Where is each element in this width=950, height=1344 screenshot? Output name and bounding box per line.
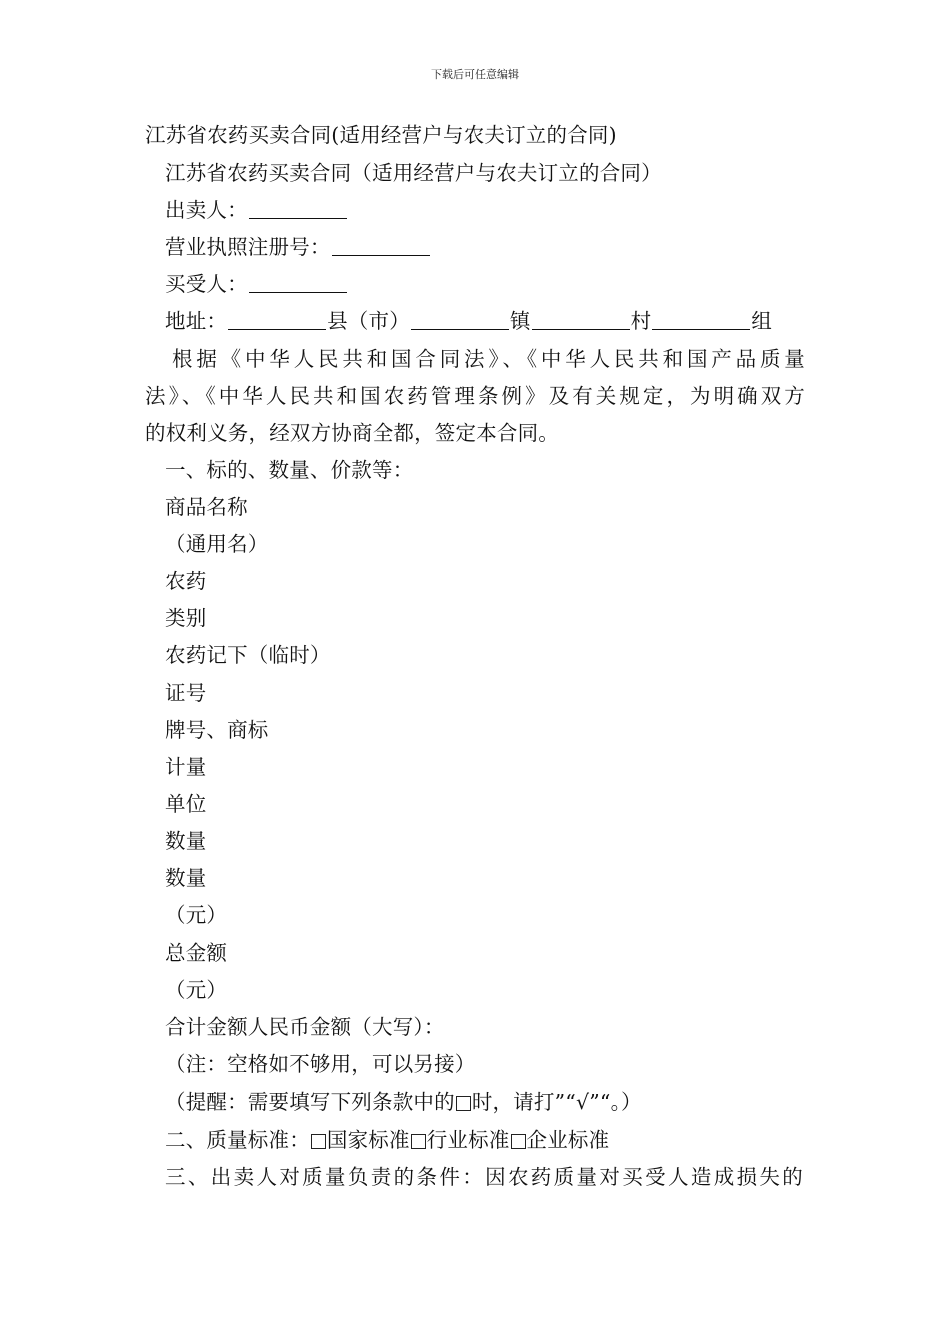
section1-title: 一、标的、数量、价款等：	[165, 458, 414, 482]
reminder-after: 时，请打”“√”“。）	[471, 1090, 642, 1114]
document-title: 江苏省农药买卖合同(适用经营户与农夫订立的合同)	[145, 123, 617, 147]
address-field	[165, 311, 772, 332]
option-national-standard: 国家标准	[326, 1128, 410, 1152]
total-amount-line: 合计金额人民币金额（大写）：	[165, 1015, 445, 1039]
item-line: 计量	[165, 755, 207, 779]
item-line: 数量	[165, 866, 207, 890]
address-label: 地址：	[165, 309, 228, 333]
checkbox-icon	[456, 1096, 471, 1111]
item-line: 牌号、商标	[165, 718, 269, 742]
intro-line-3: 的权利义务，经双方协商全都，签定本合同。	[145, 421, 559, 445]
address-town-label: 镇	[509, 309, 531, 333]
address-county-label: 县（市）	[327, 309, 410, 333]
address-village-label: 村	[630, 309, 652, 333]
intro-line-2: 法》、《中华人民共和国农药管理条例》及有关规定，为明确双方	[145, 384, 805, 408]
license-field	[165, 237, 431, 258]
item-line: （元）	[165, 978, 228, 1002]
seller-label: 出卖人：	[165, 198, 248, 222]
address-group-label: 组	[751, 309, 773, 333]
section3-line: 三、出卖人对质量负责的条件：因农药质量对买受人造成损失的	[165, 1165, 803, 1189]
buyer-label: 买受人：	[165, 272, 248, 296]
checkbox-national-standard[interactable]	[311, 1134, 326, 1149]
item-line: 商品名称	[165, 495, 248, 519]
intro-line-1: 根据《中华人民共和国合同法》、《中华人民共和国产品质量	[172, 347, 805, 371]
reminder-before: （提醒：需要填写下列条款中的	[165, 1090, 455, 1114]
document-subtitle: 江苏省农药买卖合同（适用经营户与农夫订立的合同）	[165, 161, 662, 185]
item-line: 农药记下（临时）	[165, 643, 331, 667]
item-line: 农药	[165, 569, 207, 593]
address-county-blank[interactable]	[228, 311, 326, 330]
page-header: 下载后可任意编辑	[431, 68, 519, 81]
license-blank[interactable]	[332, 237, 430, 256]
item-line: 总金额	[165, 941, 228, 965]
address-village-blank[interactable]	[532, 311, 630, 330]
address-group-blank[interactable]	[652, 311, 750, 330]
buyer-blank[interactable]	[249, 274, 347, 293]
checkbox-enterprise-standard[interactable]	[511, 1134, 526, 1149]
section2-title: 二、质量标准：	[165, 1128, 310, 1152]
license-label: 营业执照注册号：	[165, 235, 331, 259]
address-town-blank[interactable]	[411, 311, 509, 330]
note-line: （注：空格如不够用，可以另接）	[165, 1052, 476, 1076]
item-line: 证号	[165, 681, 207, 705]
item-line: （通用名）	[165, 532, 269, 556]
option-industry-standard: 行业标准	[426, 1128, 510, 1152]
section2-line	[165, 1130, 609, 1151]
checkbox-industry-standard[interactable]	[411, 1134, 426, 1149]
buyer-field	[165, 274, 348, 295]
item-line: 数量	[165, 829, 207, 853]
option-enterprise-standard: 企业标准	[526, 1128, 610, 1152]
seller-blank[interactable]	[249, 200, 347, 219]
item-line: 单位	[165, 792, 207, 816]
seller-field	[165, 200, 348, 221]
reminder-line	[165, 1092, 642, 1113]
item-line: 类别	[165, 606, 207, 630]
item-line: （元）	[165, 903, 228, 927]
